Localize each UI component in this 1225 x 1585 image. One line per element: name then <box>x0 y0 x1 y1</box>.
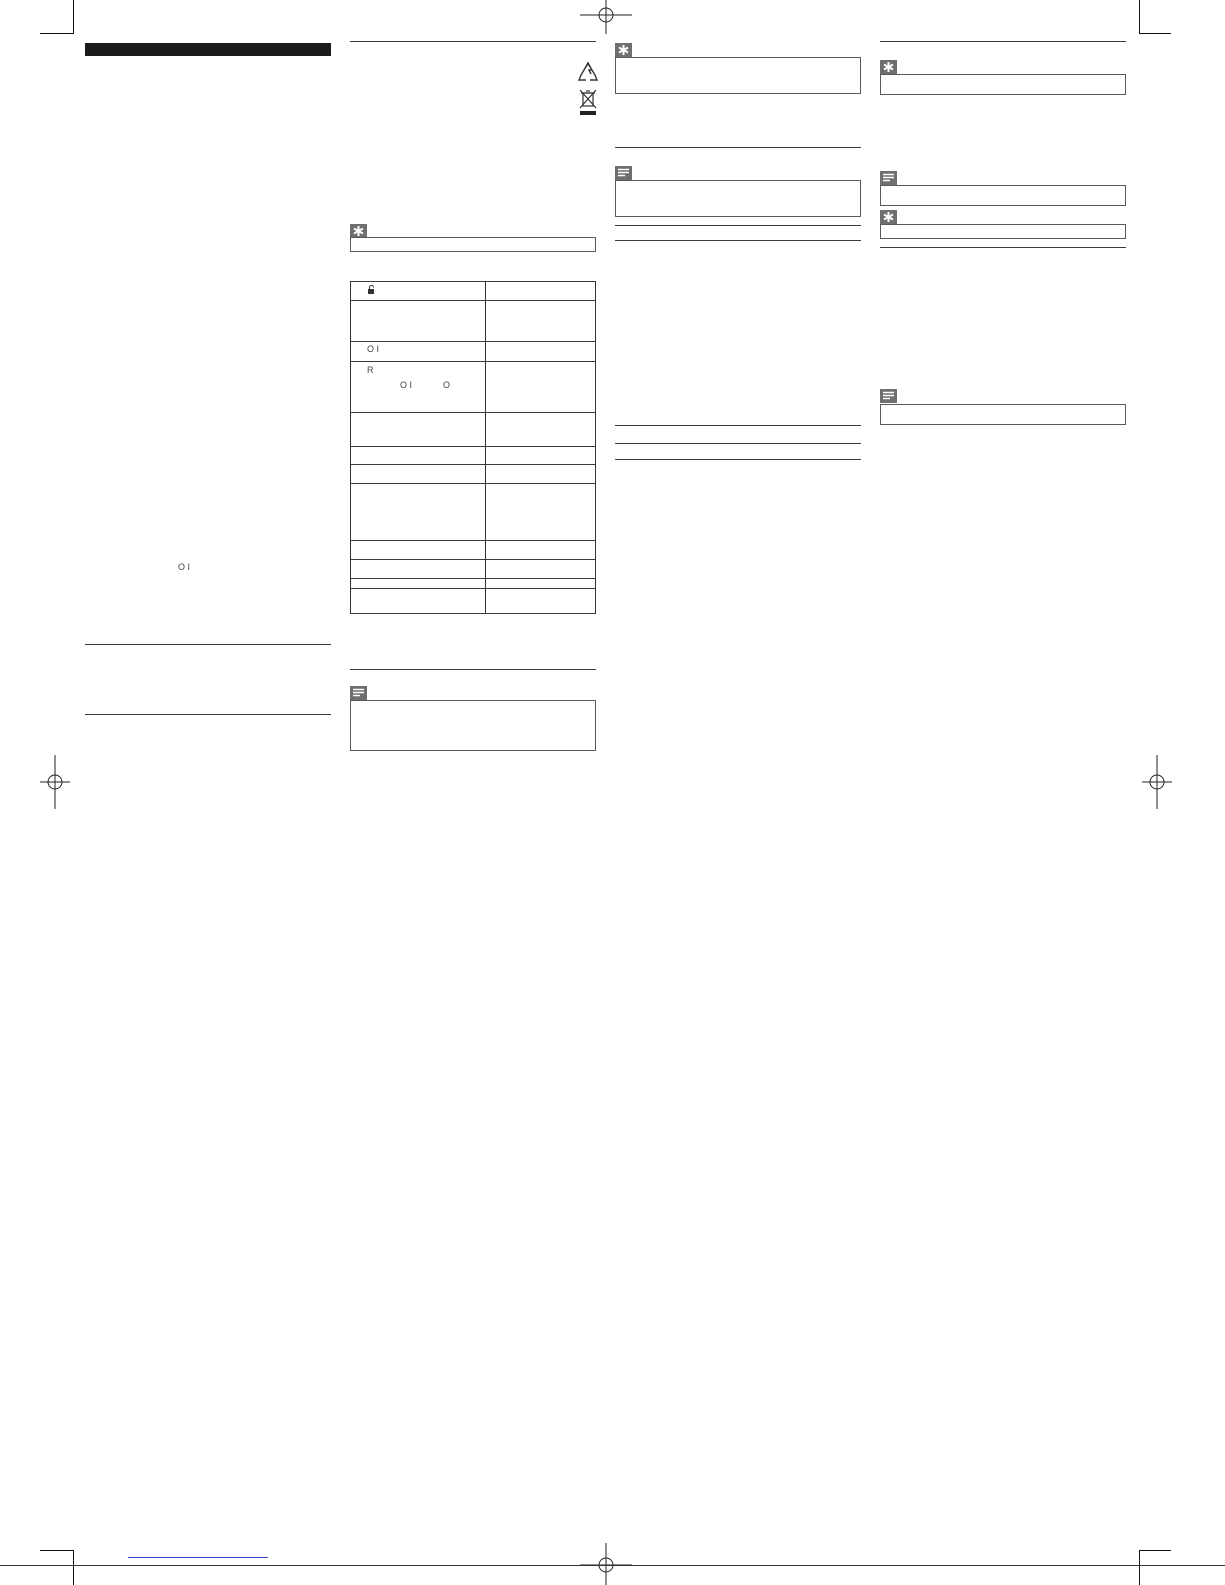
power-toggle-icon: O I <box>367 344 380 354</box>
section-divider <box>85 714 331 715</box>
column-4 <box>880 41 1126 431</box>
note-lines-icon <box>615 166 632 180</box>
section-divider <box>880 41 1126 42</box>
registration-mark-bottom-icon <box>580 1543 632 1585</box>
asterisk-tip-icon <box>880 210 897 224</box>
note-lines-icon <box>880 171 897 185</box>
power-off-icon: O <box>443 380 451 390</box>
note-tab <box>615 166 632 180</box>
note-box <box>880 185 1126 206</box>
crop-mark-bottom-left-h <box>40 1550 74 1551</box>
column-2 <box>350 41 596 753</box>
table-column-divider <box>485 281 486 614</box>
table-frame <box>350 281 596 614</box>
note-tab <box>880 171 897 185</box>
crop-mark-top-right-h <box>1139 33 1171 34</box>
column-3 <box>615 43 861 463</box>
section-divider <box>615 425 861 426</box>
asterisk-tip-icon <box>880 60 897 74</box>
tip-tab <box>880 210 897 224</box>
note-tab <box>880 389 897 403</box>
crop-mark-bottom-right-v <box>1139 1550 1140 1585</box>
recycle-icon <box>577 61 599 83</box>
section-divider <box>615 240 861 241</box>
section-divider <box>880 247 1126 248</box>
note-tab <box>350 686 367 700</box>
note-box <box>615 180 861 217</box>
registration-mark-right-icon <box>1142 755 1172 809</box>
registration-mark-top-icon <box>580 0 632 34</box>
power-toggle-icon: O I <box>178 562 191 572</box>
crop-mark-top-right-v <box>1139 0 1140 33</box>
tip-tab <box>350 224 367 238</box>
section-divider <box>615 459 861 460</box>
registration-mark-left-icon <box>40 755 70 809</box>
section-divider <box>85 644 331 645</box>
note-lines-icon <box>350 686 367 700</box>
crop-mark-top-left-v <box>73 0 74 33</box>
power-toggle-icon: O I <box>400 380 413 390</box>
column-1 <box>85 43 331 723</box>
lock-icon <box>367 285 376 295</box>
tip-box <box>880 74 1126 95</box>
section-divider <box>350 41 596 42</box>
note-box <box>350 700 596 751</box>
tip-box <box>880 224 1126 239</box>
crop-mark-bottom-left-v <box>73 1550 74 1585</box>
crop-mark-top-left-h <box>40 33 74 34</box>
tip-tab <box>880 60 897 74</box>
reset-r-icon: R <box>367 365 374 375</box>
section-divider <box>350 669 596 670</box>
tip-box <box>350 237 596 252</box>
feature-table <box>350 281 596 614</box>
note-box <box>880 404 1126 425</box>
tip-tab <box>615 43 632 57</box>
crop-mark-bottom-right-h <box>1139 1550 1171 1551</box>
note-lines-icon <box>880 389 897 403</box>
asterisk-tip-icon <box>350 224 367 238</box>
crossed-bin-icon <box>578 89 598 116</box>
footer-link-underline[interactable] <box>128 1557 268 1558</box>
tip-box <box>615 57 861 94</box>
section-title-bar <box>85 43 331 56</box>
section-divider <box>615 225 861 226</box>
section-divider <box>615 443 861 444</box>
bottom-trim-line <box>0 1565 1225 1566</box>
section-divider <box>615 147 861 148</box>
asterisk-tip-icon <box>615 43 632 57</box>
